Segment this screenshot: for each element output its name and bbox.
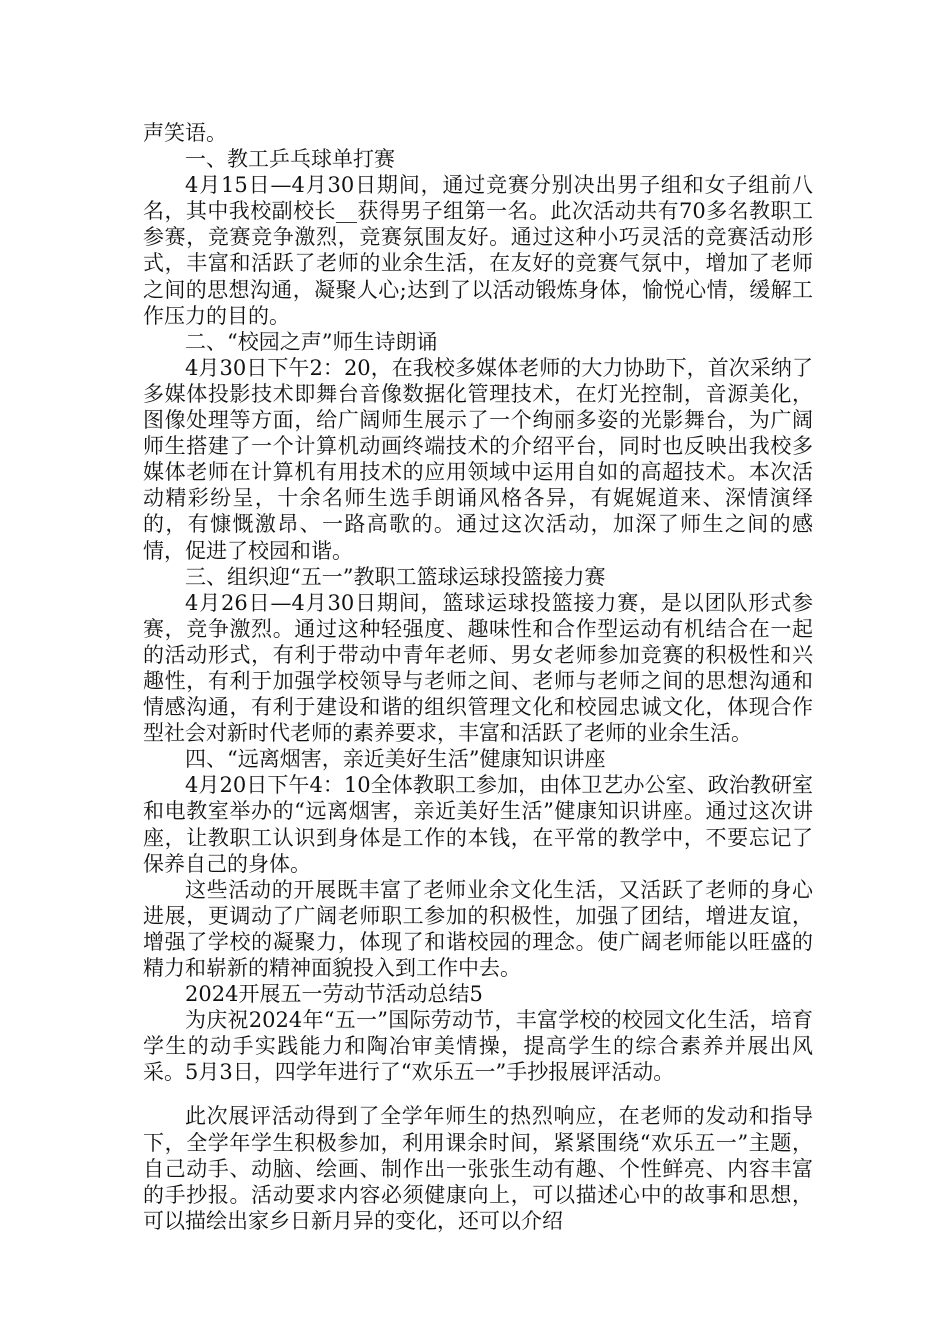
section-body-1: 4月15日—4月30日期间，通过竞赛分别决出男子组和女子组前八名，其中我校副校长__获得男子组第一名。此次活动共有70多名教职工参赛，竞赛竞争激烈，竞赛氛围友好。通过这种小巧灵活的竞赛活动形式，丰富和活跃了老师的业余生活，在友好的竞赛气氛中，增加了老师之间的思想沟通，凝聚人心;达到了以活动锻炼身体，愉悦心情，缓解工作压力的目的。 (143, 173, 813, 328)
section-heading-3: 三、组织迎“五一”教职工篮球运球投篮接力赛 (185, 564, 606, 589)
body-paragraph: 此次展评活动得到了全学年师生的热烈响应，在老师的发动和指导下，全学年学生积极参加，利用课余时间，紧紧围绕“欢乐五一”主题，自己动手、动脑、绘画、制作出一张张生动有趣、个性鲜亮、内容丰富的手抄报。活动要求内容必须健康向上，可以描述心中的故事和思想，可以描绘出家乡日新月异的变化，还可以介绍 (143, 1104, 813, 1233)
article-title: 2024开展五一劳动节活动总结5 (185, 982, 483, 1007)
section-body-3: 4月26日—4月30日期间，篮球运球投篮接力赛，是以团队形式参赛，竞争激烈。通过这种轻强度、趣味性和合作型运动有机结合在一起的活动形式，有利于带动中青年老师、男女老师参加竞赛的积极性和兴趣性，有利于加强学校领导与老师之间、老师与老师之间的思想沟通和情感沟通，有利于建设和谐的组织管理文化和校园忠诚文化，体现合作型社会对新时代老师的素养要求，丰富和活跃了老师的业余生活。 (143, 590, 813, 746)
section-heading-4: 四、“远离烟害，亲近美好生活”健康知识讲座 (185, 747, 606, 772)
section-heading-2: 二、“校园之声”师生诗朗诵 (185, 329, 438, 354)
intro-paragraph: 为庆祝2024年“五一”国际劳动节，丰富学校的校园文化生活，培育学生的动手实践能力和陶冶审美情操，提高学生的综合素养并展出风采。5月3日，四学年进行了“欢乐五一”手抄报展评活动。 (143, 1008, 813, 1085)
section-heading-1: 一、教工乒乓球单打赛 (185, 147, 395, 172)
summary-paragraph: 这些活动的开展既丰富了老师业余文化生活，又活跃了老师的身心进展，更调动了广阔老师职工参加的积极性，加强了团结，增进友谊，增强了学校的凝聚力，体现了和谐校园的理念。使广阔老师能以旺盛的精力和崭新的精神面貌投入到工作中去。 (143, 877, 813, 980)
document-page (143, 120, 813, 1234)
section-body-2: 4月30日下午2：20，在我校多媒体老师的大力协助下，首次采纳了多媒体投影技术即舞台音像数据化管理技术，在灯光控制，音源美化，图像处理等方面，给广阔师生展示了一个绚丽多姿的光影舞台，为广阔师生搭建了一个计算机动画终端技术的介绍平台，同时也反映出我校多媒体老师在计算机有用技术的应用领域中运用自如的高超技术。本次活动精彩纷呈，十余名师生选手朗诵风格各异，有娓娓道来、深情演绎的，有慷慨激昂、一路高歌的。通过这次活动，加深了师生之间的感情，促进了校园和谐。 (143, 355, 813, 563)
section-body-4: 4月20日下午4：10全体教职工参加，由体卫艺办公室、政治教研室和电教室举办的“远离烟害，亲近美好生活”健康知识讲座。通过这次讲座，让教职工认识到身体是工作的本钱，在平常的教学中，不要忘记了保养自己的身体。 (143, 773, 813, 876)
paragraph-continuation: 声笑语。 (143, 121, 227, 145)
